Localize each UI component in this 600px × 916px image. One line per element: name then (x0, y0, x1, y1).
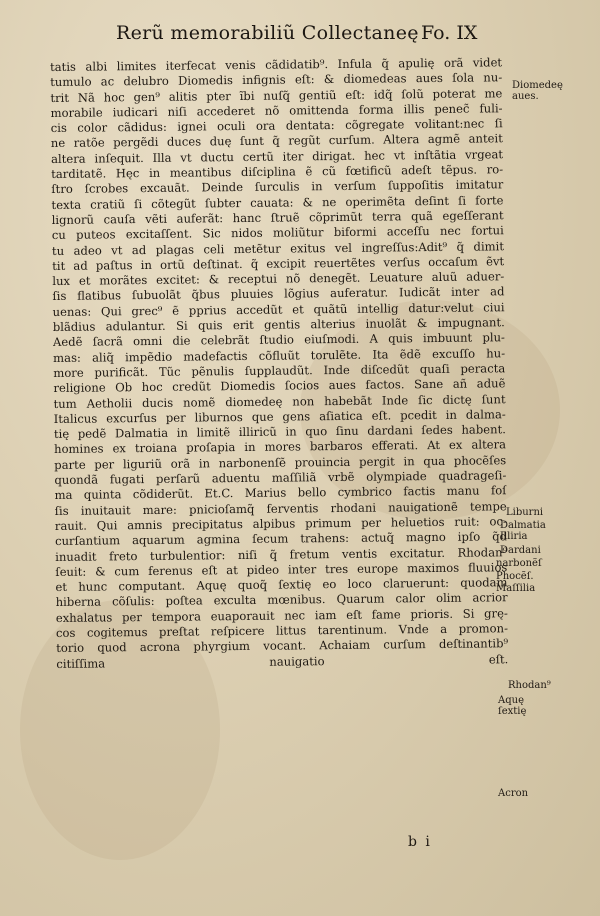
text-line: ſeuit: & cum ferenus eſt at pideo inter tres europe maximos fluuios (55, 560, 508, 579)
margin-note (506, 507, 576, 518)
text-line: altera inſequit. Illa vt ductu certũ iter dirigat. hec vt inſtãtia vrgeat (50, 147, 504, 166)
text-line: tatis albi limites iterfecat venis cãdidatib⁹. Infula q̃ apulię orã videt (50, 55, 503, 74)
margin-note (500, 545, 570, 556)
folio-number: Fo. IX (421, 22, 478, 44)
text-line: tu adeo vt ad plagas celi metẽtur exitus vel ingreſſus:Adit⁹ q̃ dimit (51, 238, 505, 258)
text-line: morabile iudicari niſi accederet nõ omittenda forma illis penec̃ fuli- (50, 101, 503, 120)
text-line: more purificãt. Tũc pẽnulis ſupplaudũt. Inde diſcedũt quaſi peracta (53, 361, 506, 380)
text-line: ſis inuitauit mare: pnicioſamq̃ ferventis rhodani nauigationẽ tempe (54, 498, 507, 518)
margin-note-line: Dalmatia (500, 520, 546, 531)
margin-note-line: Maſſilia (496, 583, 536, 594)
margin-note-line: Liburni (506, 507, 544, 518)
text-line: torio quod acrona phyrgium vocant. Achaiam curſum deſtinantib⁹ (56, 636, 509, 656)
text-line: religione Ob hoc credũt Diomedis ſocios aues factos. Sane añ aduẽ (53, 376, 506, 396)
text-line: homines ex troiana proſapia in mores barbaros efferati. At ex altera (54, 437, 507, 457)
text-line: exhalatus per tempora euaporauit nec iam eſt fame prioris. Si grę- (55, 605, 508, 625)
text-line: rauit. Qui amnis precipitatus alpibus primum per heluetios ruit: oc- (54, 514, 507, 533)
margin-note-line: aues. (512, 91, 539, 102)
text-line: ſis flatibus ſubuolãt q̃bus pluuies lõgius auferatur. Iudicãt inter ad (52, 284, 505, 304)
margin-note (496, 558, 566, 569)
text-line: ſtro ſcrobes excauãt. Deinde ſurculis in verſum ſuppoſitis imitatur (51, 177, 504, 197)
margin-note (512, 80, 582, 102)
page-header (116, 22, 536, 52)
text-line: parte per liguriũ orã in narbonenſẽ prouincia pergit in qua phocẽſes (54, 452, 507, 472)
text-line: cu puteos excitaſſent. Sic nidos moliũtur biformi acceſſu nec fortui (51, 223, 504, 243)
margin-note-line: ſextię (498, 706, 527, 717)
text-line: cis color cãdidus: ignei oculi ora dentata: cõgregate volitant:nec ſi (50, 116, 503, 136)
margin-note-line: Phocẽſ. (496, 571, 534, 582)
text-line: lux et morãtes excitet: & receptui nõ denegẽt. Leuature aluũ aduer- (52, 269, 505, 289)
margin-note-line: Dardani (500, 545, 541, 556)
margin-note-line: Rhodan⁹ (508, 680, 551, 691)
margin-note (496, 583, 566, 594)
running-title: Rerũ memorabiliũ Collectaneę (116, 22, 419, 44)
text-line: tarditatẽ. Hęc in meantibus diſciplina ẽ cũ fœtificũ adeſt tẽpus. ro- (51, 162, 504, 182)
text-line: ma quinta cõdiderũt. Et.C. Marius bello cymbrico factis manu foſ (54, 483, 507, 503)
margin-note-line: Diomedeę (512, 80, 563, 91)
text-line: tit ad paſtus in ortũ deſtinat. q̃ excipit reuertẽtes verſus occaſum ẽvt (52, 254, 505, 273)
text-line: ne ratõe pergẽdi duces duę ſunt q̃ regũt curſum. Altera agmẽ anteit (50, 131, 503, 151)
margin-note-line: Illiria (500, 531, 528, 542)
margin-note-line: narbonẽſ (496, 558, 542, 569)
text-line: quondã fugati perſarũ aduentu maſſiliã vrbẽ olympiade quadrageſi- (54, 468, 507, 487)
text-line: uenas: Qui grec⁹ ẽ pprius accedũt et quãtũ intellig datur:velut ciui (52, 300, 505, 319)
text-line: inuadit freto turbulentior: niſi q̃ fretum ventis excitatur. Rhodan⁹ (55, 544, 508, 564)
text-line: blãdius adulantur. Si quis erit gentis alterius inuolãt & impugnant. (52, 315, 505, 335)
text-line: tum Aetholii ducis nomẽ diomedeę non habebãt Inde ſic dictę ſunt (53, 391, 506, 411)
text-line: tię pedẽ Dalmatia in limitẽ illiricũ in quo ſinu dardani ſedes habent. (53, 422, 506, 442)
text-line: trit Nã hoc gen⁹ alitis pter ĩbi nuſq̃ gentiũ eſt: idq̃ ſolũ poterat me (50, 85, 503, 105)
text-line: et hunc computant. Aquę quoq̃ ſextię eo loco claruerunt: quodam (55, 575, 508, 595)
text-line: curſantium aquarum agmina ſecum trahens: actuq̃ magno ipſo q̃d (54, 529, 508, 549)
margin-note (498, 695, 568, 717)
text-line: Italicus excurſus per liburnos que gens aſiatica eſt. pcedit in dalma- (53, 407, 506, 426)
text-line: citiſſima nauigatio eſt. (56, 651, 509, 671)
margin-note-line: Aquę (498, 695, 524, 706)
margin-note (496, 571, 566, 582)
margin-note (500, 520, 570, 542)
body-text (50, 55, 508, 672)
margin-note (508, 680, 578, 691)
text-line: tumulo ac delubro Diomedis infignis eſt: & diomedeas aues ſola nu- (50, 70, 503, 90)
text-line: hiberna cõſulis: poſtea exculta mœnibus. Quarum calor olim acrior (55, 590, 508, 610)
signature-mark: b i (408, 834, 432, 850)
text-line: cos cogitemus preſtat reſpicere littus tarentinum. Vnde a promon- (55, 621, 509, 640)
text-line: texta cratiũ ſi cõtegũt ſubter cauata: & ne operimẽta deſint ſi forte (51, 192, 504, 212)
text-line: mas: aliq̃ impẽdio madefactis cõfluũt torulẽte. Ita ẽdẽ excuſſo hu- (53, 345, 506, 365)
margin-note-line: Acron (498, 788, 529, 799)
margin-note (498, 788, 568, 799)
text-line: Aedẽ ſacrã omni die celebrãt ſtudio eiuſmodi. A quis imbuunt plu- (52, 330, 506, 350)
text-line: lignorũ cauſa vẽti auferãt: hanc ſtruẽ cõprimũt terra quã egeſſerant (51, 208, 504, 227)
